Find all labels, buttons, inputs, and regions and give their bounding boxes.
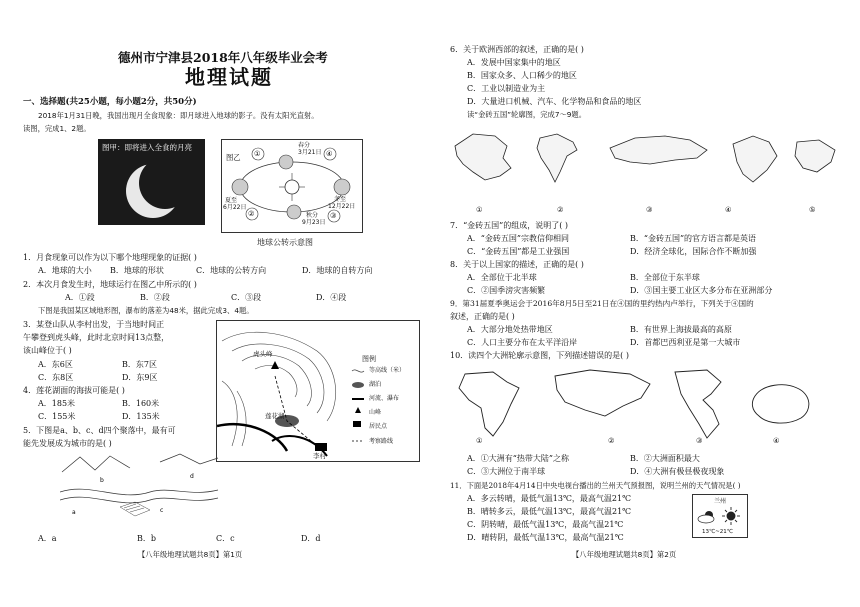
village-label: 李村 xyxy=(313,452,326,460)
q3-option-c[interactable]: C．东8区 xyxy=(38,373,74,382)
q7-option-b[interactable]: B．“金砖五国”的官方语言都是英语 xyxy=(630,234,757,243)
map-label-4: ④ xyxy=(725,205,732,214)
question-7: 7．“金砖五国”的组成，说明了( ) xyxy=(450,221,569,230)
q2-option-a[interactable]: A．①段 xyxy=(65,293,95,302)
winter-solstice-label: 冬至 xyxy=(334,196,347,203)
q7-option-c[interactable]: C．“金砖五国”都是工业强国 xyxy=(467,247,570,256)
asia-outline-icon xyxy=(555,370,650,416)
americas-outline-icon xyxy=(675,370,721,438)
q4-option-b[interactable]: B．160米 xyxy=(122,399,160,408)
cloudy-sun-icon xyxy=(698,511,714,523)
lake-label: 莲花湖 xyxy=(265,412,285,420)
legend-lake: 湖泊 xyxy=(369,381,382,388)
question-2: 2．本次月食发生时，地球运行在图乙中所示的( ) xyxy=(23,280,197,289)
q2-option-d[interactable]: D．④段 xyxy=(316,293,347,302)
q6-option-b[interactable]: B．国家众多、人口稀少的地区 xyxy=(467,71,577,80)
svg-text:c: c xyxy=(160,507,164,514)
landscape-sketch-icon xyxy=(60,452,220,524)
segment-1-label: ① xyxy=(254,149,261,158)
question-3-line2: 午攀登到虎头峰，此时北京时间13点整， xyxy=(23,333,170,342)
q9-option-b[interactable]: B．有世界上海拔最高的高原 xyxy=(630,325,732,334)
q11-option-c[interactable]: C．阴转晴，最低气温13℃，最高气温21℃ xyxy=(467,520,624,529)
legend-route: 考察路线 xyxy=(369,438,394,445)
question-5-line2: 能先发展成为城市的是( ) xyxy=(23,439,112,448)
eclipse-photo xyxy=(98,139,205,225)
page-1-footer: 【八年级地理试题共8页】第1页 xyxy=(138,550,243,559)
legend-title: 图例 xyxy=(362,355,376,363)
summer-solstice-label: 夏至 xyxy=(225,197,238,204)
q3-option-a[interactable]: A．东6区 xyxy=(38,360,73,369)
q5-option-b[interactable]: B．b xyxy=(137,534,156,543)
legend-river: 河流、瀑布 xyxy=(369,395,400,402)
brazil-outline-icon xyxy=(733,136,777,182)
question-10: 10．读四个大洲轮廓示意图，下列描述错误的是( ) xyxy=(450,351,629,360)
intro-q1-2: 2018年1月31日晚，我国出现月全食现象：即月球进入地球的影子。没有太阳光直射。 xyxy=(38,111,319,120)
autumn-equinox-label: 秋分 xyxy=(306,212,319,219)
intro-q3-4: 下图是我国某区域地形图，瀑布的落差为48米，据此完成3、4题。 xyxy=(38,306,254,315)
q10-option-b[interactable]: B．②大洲面积最大 xyxy=(630,454,700,463)
africa-outline-icon xyxy=(459,372,519,436)
legend-contour: 等高线（米） xyxy=(369,367,406,374)
continent-label-2: ② xyxy=(608,436,615,445)
q8-option-c[interactable]: C．②国季滂灾害频繁 xyxy=(467,286,546,295)
winter-solstice-date: 12月22日 xyxy=(328,203,356,210)
map-label-3: ③ xyxy=(646,205,653,214)
continent-label-1: ① xyxy=(476,436,483,445)
q4-option-d[interactable]: D．135米 xyxy=(122,412,160,421)
continent-label-3: ③ xyxy=(696,436,703,445)
q2-option-b[interactable]: B．②段 xyxy=(140,293,170,302)
q7-option-d[interactable]: D．经济全球化，国际合作不断加强 xyxy=(630,247,757,256)
question-9-line2: 叙述，正确的是( ) xyxy=(450,312,515,321)
question-1: 1．月食现象可以作为以下哪个地理现象的证据( ) xyxy=(23,253,197,262)
q5-option-d[interactable]: D．d xyxy=(301,534,321,543)
q1-option-a[interactable]: A．地球的大小 xyxy=(38,266,92,275)
china-outline-icon xyxy=(455,134,511,180)
question-5-line1: 5．下图是a、b、c、d四个聚落中，最有可 xyxy=(23,426,176,435)
sun-icon xyxy=(722,507,740,525)
q4-option-a[interactable]: A．185米 xyxy=(38,399,76,408)
q11-option-d[interactable]: D．晴转阴，最低气温13℃，最高气温21℃ xyxy=(467,533,624,542)
orbit-diagram-caption: 地球公转示意图 xyxy=(257,238,313,247)
q8-option-b[interactable]: B．全部位于东半球 xyxy=(630,273,700,282)
legend-peak: 山峰 xyxy=(369,409,382,416)
q1-option-d[interactable]: D．地球的自转方向 xyxy=(302,266,373,275)
q10-option-a[interactable]: A．①大洲有“热带大陆”之称 xyxy=(467,454,569,463)
q1-option-b[interactable]: B．地球的形状 xyxy=(110,266,164,275)
exam-title: 德州市宁津县2018年八年级毕业会考 xyxy=(118,50,328,65)
topographic-map xyxy=(216,320,420,462)
weather-forecast-box xyxy=(692,494,748,538)
map-label-1: ① xyxy=(476,205,483,214)
continent-label-4: ④ xyxy=(773,436,780,445)
q2-option-c[interactable]: C．③段 xyxy=(231,293,262,302)
russia-outline-icon xyxy=(610,136,707,164)
india-outline-icon xyxy=(537,134,577,182)
summer-solstice-date: 6月22日 xyxy=(223,204,247,211)
legend-settlement: 居民点 xyxy=(369,423,388,430)
q3-option-b[interactable]: B．东7区 xyxy=(122,360,157,369)
segment-4-label: ④ xyxy=(326,149,333,158)
legend-symbols-icon xyxy=(350,365,420,465)
continent-outline-maps xyxy=(445,366,855,446)
question-6: 6．关于欧洲西部的叙述，正确的是( ) xyxy=(450,45,584,54)
segment-2-label: ② xyxy=(248,209,255,218)
q8-option-a[interactable]: A．全部位于北半球 xyxy=(467,273,537,282)
map-label-5: ⑤ xyxy=(809,205,816,214)
exam-page-2 xyxy=(430,0,860,607)
brics-outline-maps xyxy=(445,124,855,204)
exam-subject: 地理试题 xyxy=(185,65,273,89)
q10-option-d[interactable]: D．④大洲有极昼极夜现象 xyxy=(630,467,725,476)
q8-option-d[interactable]: D．③国主要工业区大多分布在亚洲部分 xyxy=(630,286,773,295)
weather-temperature: 13℃~21℃ xyxy=(702,529,733,535)
q6-option-a[interactable]: A．发展中国家集中的地区 xyxy=(467,58,561,67)
q5-option-c[interactable]: C．c xyxy=(216,534,235,543)
earth-orbit-icon xyxy=(222,140,362,232)
south-africa-outline-icon xyxy=(795,140,835,172)
q9-option-a[interactable]: A．大部分地处热带地区 xyxy=(467,325,553,334)
orbit-diagram xyxy=(221,139,363,233)
q9-option-d[interactable]: D．首都巴西利亚是第一大城市 xyxy=(630,338,741,347)
question-4: 4．莲花湖面的海拔可能是( ) xyxy=(23,386,125,395)
svg-text:d: d xyxy=(190,473,194,480)
section-heading: 一、选择题(共25小题，每小题2分，共50分) xyxy=(23,97,197,107)
orbit-label: 图乙 xyxy=(226,153,241,162)
q7-option-a[interactable]: A．“金砖五国”宗教信仰相同 xyxy=(467,234,569,243)
spring-equinox-date: 3月21日 xyxy=(298,149,322,156)
contour-lines-icon xyxy=(217,321,352,461)
svg-text:a: a xyxy=(72,509,76,516)
question-9-line1: 9．第31届夏季奥运会于2016年8月5日至21日在④国的里约热内卢举行，下列关于④国的 xyxy=(450,299,754,308)
eclipse-caption: 图甲：即将进入全食的月亮 xyxy=(102,143,192,152)
peak-label: 虎头峰 xyxy=(253,350,273,358)
intro-q7-9: 读“金砖五国”轮廓图，完成7～9题。 xyxy=(467,110,587,119)
antarctica-outline-icon xyxy=(752,385,809,423)
question-3-line3: 该山峰位于( ) xyxy=(23,346,72,355)
q6-option-c[interactable]: C．工业以制造业为主 xyxy=(467,84,546,93)
settlement-sketch xyxy=(60,452,220,524)
q6-option-d[interactable]: D．大量进口机械、汽车、化学物品和食品的地区 xyxy=(467,97,642,106)
question-3-line1: 3．某登山队从李村出发，于当地时间正 xyxy=(23,320,165,329)
q3-option-d[interactable]: D．东9区 xyxy=(122,373,158,382)
map-label-2: ② xyxy=(557,205,564,214)
q9-option-c[interactable]: C．人口主要分布在太平洋沿岸 xyxy=(467,338,578,347)
question-11: 11．下面是2018年4月14日中央电视台播出的兰州天气预报图，说明兰州的天气情况是( ) xyxy=(450,481,741,490)
q11-option-b[interactable]: B．晴转多云，最低气温13℃，最高气温21℃ xyxy=(467,507,632,516)
question-8: 8．关于以上国家的描述，正确的是( ) xyxy=(450,260,584,269)
q5-option-a[interactable]: A．a xyxy=(38,534,57,543)
intro-q1-2-cont: 读图，完成1、2题。 xyxy=(23,124,91,133)
spring-equinox-label: 春分 xyxy=(298,142,311,149)
q10-option-c[interactable]: C．③大洲位于南半球 xyxy=(467,467,546,476)
autumn-equinox-date: 9月23日 xyxy=(302,219,326,226)
weather-city: 兰州 xyxy=(714,498,727,505)
q4-option-c[interactable]: C．155米 xyxy=(38,412,76,421)
svg-text:b: b xyxy=(100,477,104,484)
segment-3-label: ③ xyxy=(330,211,337,220)
page-2-footer: 【八年级地理试题共8页】第2页 xyxy=(572,550,677,559)
q11-option-a[interactable]: A．多云转晴，最低气温13℃，最高气温21℃ xyxy=(467,494,632,503)
q1-option-c[interactable]: C．地球的公转方向 xyxy=(196,266,267,275)
